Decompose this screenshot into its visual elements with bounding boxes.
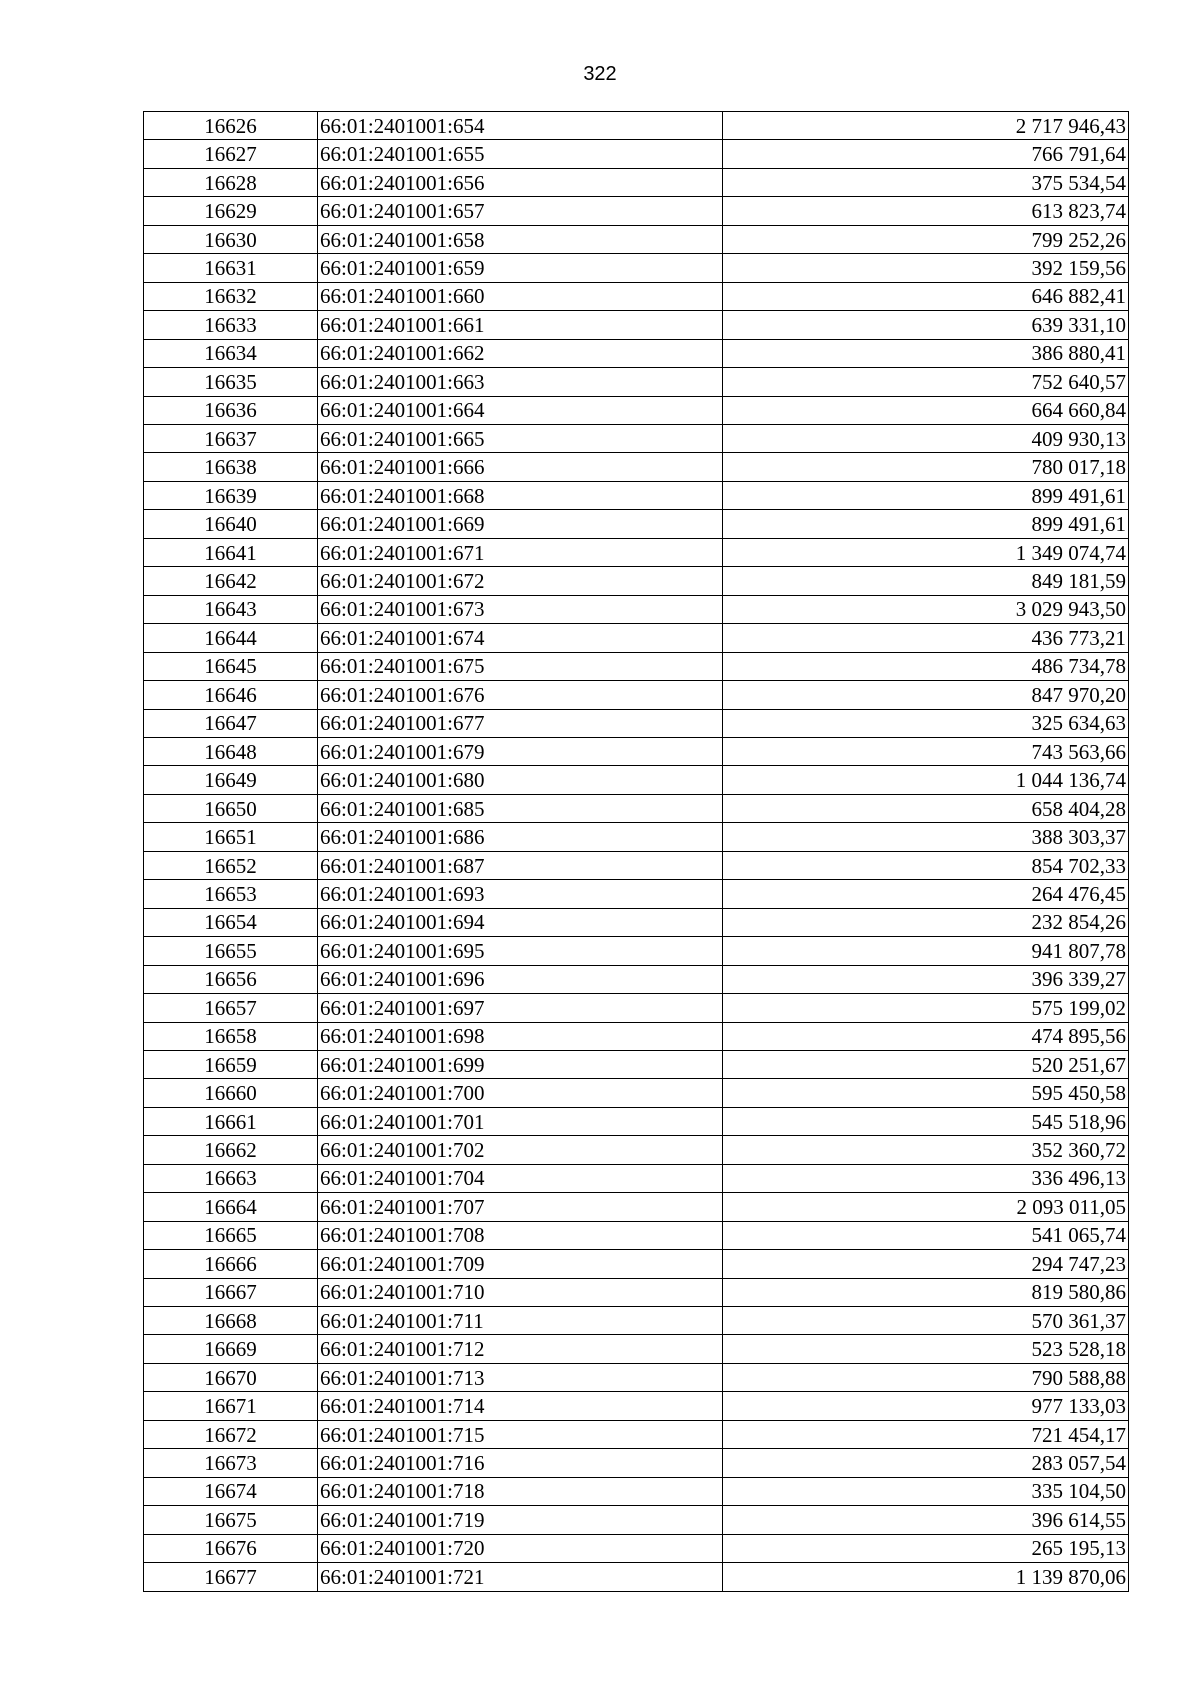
row-number-cell: 16667 xyxy=(144,1278,318,1306)
cadastral-number-cell: 66:01:2401001:711 xyxy=(318,1307,723,1335)
cadastral-number-cell: 66:01:2401001:666 xyxy=(318,453,723,481)
row-number-cell: 16644 xyxy=(144,624,318,652)
cadastral-value-cell: 520 251,67 xyxy=(723,1050,1129,1078)
cadastral-value-cell: 392 159,56 xyxy=(723,254,1129,282)
cadastral-number-cell: 66:01:2401001:657 xyxy=(318,197,723,225)
cadastral-value-cell: 2 093 011,05 xyxy=(723,1193,1129,1221)
cadastral-number-cell: 66:01:2401001:661 xyxy=(318,311,723,339)
table-row xyxy=(144,1335,1129,1363)
cadastral-value-cell: 595 450,58 xyxy=(723,1079,1129,1107)
cadastral-number-cell: 66:01:2401001:701 xyxy=(318,1107,723,1135)
cadastral-value-cell: 486 734,78 xyxy=(723,652,1129,680)
cadastral-value-cell: 388 303,37 xyxy=(723,823,1129,851)
row-number-cell: 16662 xyxy=(144,1136,318,1164)
cadastral-number-cell: 66:01:2401001:672 xyxy=(318,567,723,595)
table-row xyxy=(144,254,1129,282)
table-row xyxy=(144,1449,1129,1477)
table-row xyxy=(144,1278,1129,1306)
row-number-cell: 16629 xyxy=(144,197,318,225)
cadastral-value-cell: 613 823,74 xyxy=(723,197,1129,225)
row-number-cell: 16652 xyxy=(144,851,318,879)
table-row xyxy=(144,112,1129,140)
row-number-cell: 16646 xyxy=(144,681,318,709)
cadastral-value-cell: 766 791,64 xyxy=(723,140,1129,168)
cadastral-number-cell: 66:01:2401001:704 xyxy=(318,1164,723,1192)
table-row xyxy=(144,1164,1129,1192)
table-row xyxy=(144,1250,1129,1278)
cadastral-number-cell: 66:01:2401001:663 xyxy=(318,368,723,396)
row-number-cell: 16640 xyxy=(144,510,318,538)
cadastral-value-cell: 1 044 136,74 xyxy=(723,766,1129,794)
cadastral-number-cell: 66:01:2401001:655 xyxy=(318,140,723,168)
row-number-cell: 16666 xyxy=(144,1250,318,1278)
cadastral-number-cell: 66:01:2401001:715 xyxy=(318,1420,723,1448)
cadastral-number-cell: 66:01:2401001:679 xyxy=(318,737,723,765)
cadastral-value-cell: 409 930,13 xyxy=(723,424,1129,452)
cadastral-number-cell: 66:01:2401001:696 xyxy=(318,965,723,993)
table-row xyxy=(144,766,1129,794)
cadastral-number-cell: 66:01:2401001:698 xyxy=(318,1022,723,1050)
table-row xyxy=(144,197,1129,225)
table-row xyxy=(144,965,1129,993)
cadastral-number-cell: 66:01:2401001:669 xyxy=(318,510,723,538)
table-body xyxy=(144,112,1129,1592)
row-number-cell: 16645 xyxy=(144,652,318,680)
table-row xyxy=(144,510,1129,538)
table-row xyxy=(144,396,1129,424)
cadastral-value-cell: 790 588,88 xyxy=(723,1363,1129,1391)
cadastral-number-cell: 66:01:2401001:693 xyxy=(318,880,723,908)
cadastral-number-cell: 66:01:2401001:662 xyxy=(318,339,723,367)
row-number-cell: 16677 xyxy=(144,1563,318,1591)
table-row xyxy=(144,282,1129,310)
table-row xyxy=(144,908,1129,936)
cadastral-value-cell: 336 496,13 xyxy=(723,1164,1129,1192)
cadastral-number-cell: 66:01:2401001:718 xyxy=(318,1477,723,1505)
cadastral-value-cell: 743 563,66 xyxy=(723,737,1129,765)
cadastral-value-cell: 819 580,86 xyxy=(723,1278,1129,1306)
cadastral-value-cell: 847 970,20 xyxy=(723,681,1129,709)
row-number-cell: 16653 xyxy=(144,880,318,908)
cadastral-number-cell: 66:01:2401001:656 xyxy=(318,168,723,196)
row-number-cell: 16661 xyxy=(144,1107,318,1135)
cadastral-number-cell: 66:01:2401001:710 xyxy=(318,1278,723,1306)
table-row xyxy=(144,823,1129,851)
table-row xyxy=(144,1079,1129,1107)
row-number-cell: 16634 xyxy=(144,339,318,367)
row-number-cell: 16675 xyxy=(144,1506,318,1534)
cadastral-number-cell: 66:01:2401001:674 xyxy=(318,624,723,652)
table-row xyxy=(144,851,1129,879)
cadastral-value-cell: 1 349 074,74 xyxy=(723,538,1129,566)
row-number-cell: 16630 xyxy=(144,225,318,253)
table-row xyxy=(144,453,1129,481)
cadastral-number-cell: 66:01:2401001:707 xyxy=(318,1193,723,1221)
cadastral-number-cell: 66:01:2401001:720 xyxy=(318,1534,723,1562)
cadastral-value-cell: 780 017,18 xyxy=(723,453,1129,481)
cadastral-number-cell: 66:01:2401001:699 xyxy=(318,1050,723,1078)
table-row xyxy=(144,168,1129,196)
row-number-cell: 16643 xyxy=(144,595,318,623)
cadastral-value-cell: 396 339,27 xyxy=(723,965,1129,993)
cadastral-value-cell: 575 199,02 xyxy=(723,994,1129,1022)
cadastral-number-cell: 66:01:2401001:659 xyxy=(318,254,723,282)
cadastral-number-cell: 66:01:2401001:660 xyxy=(318,282,723,310)
cadastral-value-cell: 283 057,54 xyxy=(723,1449,1129,1477)
cadastral-value-cell: 352 360,72 xyxy=(723,1136,1129,1164)
row-number-cell: 16659 xyxy=(144,1050,318,1078)
row-number-cell: 16674 xyxy=(144,1477,318,1505)
cadastral-value-cell: 386 880,41 xyxy=(723,339,1129,367)
cadastral-number-cell: 66:01:2401001:721 xyxy=(318,1563,723,1591)
table-row xyxy=(144,652,1129,680)
cadastral-value-cell: 752 640,57 xyxy=(723,368,1129,396)
cadastral-value-cell: 396 614,55 xyxy=(723,1506,1129,1534)
cadastral-number-cell: 66:01:2401001:668 xyxy=(318,481,723,509)
row-number-cell: 16628 xyxy=(144,168,318,196)
row-number-cell: 16676 xyxy=(144,1534,318,1562)
cadastral-number-cell: 66:01:2401001:686 xyxy=(318,823,723,851)
cadastral-value-cell: 721 454,17 xyxy=(723,1420,1129,1448)
table-row xyxy=(144,339,1129,367)
cadastral-number-cell: 66:01:2401001:697 xyxy=(318,994,723,1022)
cadastral-value-cell: 2 717 946,43 xyxy=(723,112,1129,140)
table-row xyxy=(144,1136,1129,1164)
cadastral-value-cell: 849 181,59 xyxy=(723,567,1129,595)
row-number-cell: 16631 xyxy=(144,254,318,282)
row-number-cell: 16633 xyxy=(144,311,318,339)
cadastral-number-cell: 66:01:2401001:676 xyxy=(318,681,723,709)
table-row xyxy=(144,225,1129,253)
table-row xyxy=(144,538,1129,566)
cadastral-value-cell: 799 252,26 xyxy=(723,225,1129,253)
cadastral-number-cell: 66:01:2401001:694 xyxy=(318,908,723,936)
cadastral-value-cell: 335 104,50 xyxy=(723,1477,1129,1505)
cadastral-number-cell: 66:01:2401001:654 xyxy=(318,112,723,140)
cadastral-number-cell: 66:01:2401001:673 xyxy=(318,595,723,623)
row-number-cell: 16648 xyxy=(144,737,318,765)
cadastral-value-cell: 854 702,33 xyxy=(723,851,1129,879)
cadastral-value-cell: 899 491,61 xyxy=(723,510,1129,538)
row-number-cell: 16673 xyxy=(144,1449,318,1477)
cadastral-value-cell: 265 195,13 xyxy=(723,1534,1129,1562)
table-row xyxy=(144,737,1129,765)
cadastral-value-cell: 570 361,37 xyxy=(723,1307,1129,1335)
row-number-cell: 16651 xyxy=(144,823,318,851)
row-number-cell: 16671 xyxy=(144,1392,318,1420)
cadastral-number-cell: 66:01:2401001:675 xyxy=(318,652,723,680)
cadastral-value-cell: 436 773,21 xyxy=(723,624,1129,652)
row-number-cell: 16636 xyxy=(144,396,318,424)
table-row xyxy=(144,794,1129,822)
table-row xyxy=(144,681,1129,709)
table-row xyxy=(144,1534,1129,1562)
cadastral-number-cell: 66:01:2401001:716 xyxy=(318,1449,723,1477)
cadastral-value-cell: 541 065,74 xyxy=(723,1221,1129,1249)
row-number-cell: 16649 xyxy=(144,766,318,794)
table-row xyxy=(144,1050,1129,1078)
cadastral-value-cell: 941 807,78 xyxy=(723,937,1129,965)
cadastral-value-cell: 294 747,23 xyxy=(723,1250,1129,1278)
cadastral-value-cell: 523 528,18 xyxy=(723,1335,1129,1363)
table-row xyxy=(144,1477,1129,1505)
row-number-cell: 16657 xyxy=(144,994,318,1022)
cadastral-number-cell: 66:01:2401001:680 xyxy=(318,766,723,794)
cadastral-value-table xyxy=(143,111,1129,1592)
cadastral-value-cell: 899 491,61 xyxy=(723,481,1129,509)
table-row xyxy=(144,1107,1129,1135)
row-number-cell: 16635 xyxy=(144,368,318,396)
row-number-cell: 16639 xyxy=(144,481,318,509)
cadastral-number-cell: 66:01:2401001:719 xyxy=(318,1506,723,1534)
row-number-cell: 16647 xyxy=(144,709,318,737)
table-row xyxy=(144,1506,1129,1534)
cadastral-value-cell: 3 029 943,50 xyxy=(723,595,1129,623)
table-row xyxy=(144,1563,1129,1591)
cadastral-number-cell: 66:01:2401001:709 xyxy=(318,1250,723,1278)
row-number-cell: 16669 xyxy=(144,1335,318,1363)
cadastral-number-cell: 66:01:2401001:695 xyxy=(318,937,723,965)
row-number-cell: 16641 xyxy=(144,538,318,566)
page-number: 322 xyxy=(583,63,617,85)
table-row xyxy=(144,1022,1129,1050)
row-number-cell: 16655 xyxy=(144,937,318,965)
cadastral-number-cell: 66:01:2401001:671 xyxy=(318,538,723,566)
table-row xyxy=(144,1363,1129,1391)
table-row xyxy=(144,368,1129,396)
cadastral-number-cell: 66:01:2401001:677 xyxy=(318,709,723,737)
cadastral-value-cell: 664 660,84 xyxy=(723,396,1129,424)
cadastral-value-cell: 658 404,28 xyxy=(723,794,1129,822)
row-number-cell: 16660 xyxy=(144,1079,318,1107)
row-number-cell: 16656 xyxy=(144,965,318,993)
cadastral-value-cell: 375 534,54 xyxy=(723,168,1129,196)
cadastral-value-cell: 474 895,56 xyxy=(723,1022,1129,1050)
table-row xyxy=(144,1392,1129,1420)
row-number-cell: 16638 xyxy=(144,453,318,481)
cadastral-number-cell: 66:01:2401001:702 xyxy=(318,1136,723,1164)
cadastral-number-cell: 66:01:2401001:713 xyxy=(318,1363,723,1391)
cadastral-value-cell: 646 882,41 xyxy=(723,282,1129,310)
table-row xyxy=(144,709,1129,737)
table-row xyxy=(144,311,1129,339)
row-number-cell: 16658 xyxy=(144,1022,318,1050)
row-number-cell: 16632 xyxy=(144,282,318,310)
table-row xyxy=(144,1307,1129,1335)
table-row xyxy=(144,567,1129,595)
cadastral-value-cell: 325 634,63 xyxy=(723,709,1129,737)
cadastral-number-cell: 66:01:2401001:712 xyxy=(318,1335,723,1363)
table-row xyxy=(144,880,1129,908)
cadastral-value-cell: 639 331,10 xyxy=(723,311,1129,339)
cadastral-number-cell: 66:01:2401001:658 xyxy=(318,225,723,253)
cadastral-number-cell: 66:01:2401001:664 xyxy=(318,396,723,424)
table-row xyxy=(144,1420,1129,1448)
cadastral-number-cell: 66:01:2401001:687 xyxy=(318,851,723,879)
row-number-cell: 16672 xyxy=(144,1420,318,1448)
cadastral-value-cell: 1 139 870,06 xyxy=(723,1563,1129,1591)
row-number-cell: 16670 xyxy=(144,1363,318,1391)
row-number-cell: 16626 xyxy=(144,112,318,140)
table-row xyxy=(144,481,1129,509)
table-row xyxy=(144,624,1129,652)
row-number-cell: 16654 xyxy=(144,908,318,936)
cadastral-value-cell: 264 476,45 xyxy=(723,880,1129,908)
cadastral-number-cell: 66:01:2401001:685 xyxy=(318,794,723,822)
cadastral-value-cell: 977 133,03 xyxy=(723,1392,1129,1420)
row-number-cell: 16668 xyxy=(144,1307,318,1335)
cadastral-number-cell: 66:01:2401001:708 xyxy=(318,1221,723,1249)
cadastral-number-cell: 66:01:2401001:714 xyxy=(318,1392,723,1420)
row-number-cell: 16663 xyxy=(144,1164,318,1192)
table-row xyxy=(144,937,1129,965)
table-row xyxy=(144,595,1129,623)
row-number-cell: 16642 xyxy=(144,567,318,595)
table-row xyxy=(144,994,1129,1022)
row-number-cell: 16650 xyxy=(144,794,318,822)
table-row xyxy=(144,424,1129,452)
row-number-cell: 16664 xyxy=(144,1193,318,1221)
table-row xyxy=(144,1221,1129,1249)
cadastral-number-cell: 66:01:2401001:665 xyxy=(318,424,723,452)
cadastral-number-cell: 66:01:2401001:700 xyxy=(318,1079,723,1107)
cadastral-value-cell: 545 518,96 xyxy=(723,1107,1129,1135)
table-row xyxy=(144,1193,1129,1221)
row-number-cell: 16665 xyxy=(144,1221,318,1249)
row-number-cell: 16637 xyxy=(144,424,318,452)
cadastral-value-cell: 232 854,26 xyxy=(723,908,1129,936)
table-row xyxy=(144,140,1129,168)
row-number-cell: 16627 xyxy=(144,140,318,168)
